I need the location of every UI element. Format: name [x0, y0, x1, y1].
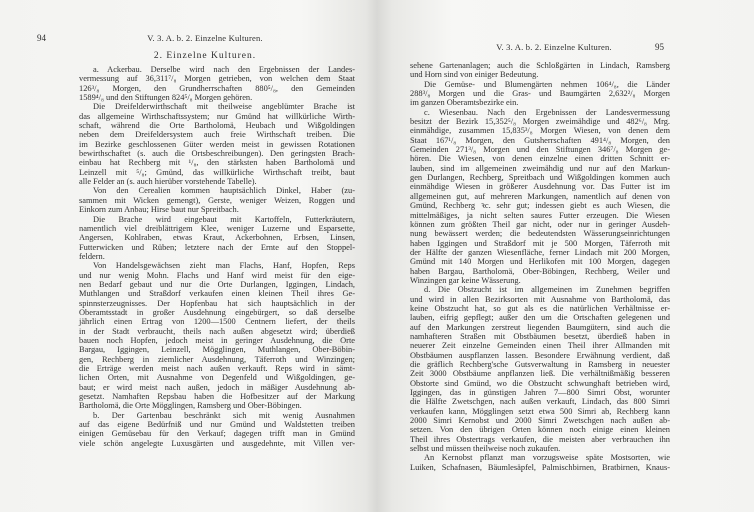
text-line: allgemeinen gut, auf mehreren Markungen, namentlich auf denen von	[410, 191, 670, 201]
right-page	[377, 0, 754, 512]
text-line: einigen Gemüsebau für den Verkauf; dagegen trifft man in Gmünd	[79, 429, 355, 439]
text-line: sammen mit Wicken gemengt), Gerste, weniger Weizen, Roggen und	[79, 195, 355, 205]
text-line: Die Dreifelderwirthschaft mit theilweise angeblümter Brache ist	[93, 102, 355, 112]
text-line: in der Stadt verbraucht, theils nach außen abgesetzt wird; überdieß	[79, 326, 355, 336]
text-line: die Erträge werden meist nach außen verkauft. Reps wird in sämt-	[79, 364, 355, 373]
text-line: Gmünd, Rechberg ꝛc. sehr gut; indessen giebt es auch Wiesen, die	[410, 201, 670, 211]
text-line: gesetzt. Namhaften Repsbau haben die Hofbesitzer auf der Markung	[79, 392, 355, 402]
text-line: sehene Gartenanlagen; auch die Schloßgärten in Lindach, Ramsberg	[410, 61, 670, 70]
text-line: namentlich viel dreiblättrigem Klee, weniger Luzerne und Esparsette,	[79, 223, 355, 233]
text-line: haben Bargau, Bartholomä, Ober-Böbingen, Rechberg, Weiler und	[410, 266, 670, 276]
text-line: auf das eigene Bedürfniß und nur Gmünd und Waldstetten treiben	[79, 420, 355, 430]
text-line: Winzingen gar keine Wässerung.	[410, 275, 521, 285]
right-page-text	[410, 61, 670, 472]
text-line: Theil ihres Obstertrags verkaufen, die meisten aber verbrauchen ihn	[410, 434, 670, 444]
text-line: 126³/₈ Morgen, den Grundherrschaften 880⁵/₈, den Gemeinden	[79, 83, 355, 93]
text-line: besitzt der Bezirk 15,352⁵/₈ Morgen zweimähdige und 482⁶/₈ Mrg.	[410, 117, 670, 127]
text-line: einmähdige, zusammen 15,835³/₈ Morgen Wiesen, von denen dem	[410, 126, 670, 136]
text-line: 1589⁴/₈ und den Stiftungen 824⁵/₈ Morgen gehören.	[79, 93, 253, 103]
text-line: d. Die Obstzucht ist im allgemeinen im Zunehmen begriffen	[424, 285, 670, 295]
text-line: namhafteren Straßen mit Obstbäumen besetzt, überdieß haben in	[410, 331, 670, 341]
page-number: 94	[37, 33, 46, 43]
text-line: jährlich einen Ertrag von 1200—1500 Centnern liefert, der theils	[79, 317, 355, 327]
text-line: Oberamtsstadt in großer Ausdehnung eingebürgert, so daß derselbe	[79, 307, 355, 317]
text-line: setzen. Von den übrigen Orten können noch einige einen kleinen	[410, 425, 670, 435]
text-line: verkaufen kann, Mögglingen setzt etwa 500 Simri ab, Rechberg kann	[410, 406, 670, 416]
text-line: gen Durlangen, Rechberg, Spreitbach und Wißgoldingen kommen auch	[410, 173, 670, 183]
text-line: b. Der Gartenbau beschränkt sich mit wenig Ausnahmen	[93, 410, 355, 420]
text-line: bauen noch Hopfen, jedoch meist in geringer Ausdehnung, die Orte	[79, 335, 355, 345]
section-title: 2. Einzelne Kulturen.	[153, 51, 257, 61]
text-line: die Hälfte Zwetschgen, nach außen verkauft, Lindach, das 800 Simri	[410, 397, 670, 407]
text-line: einmähdige Wiesen in größerer Ausdehnung vor. Das Futter ist im	[410, 182, 670, 192]
text-line: Angersen, Kohlraben, etwas Kraut, Ackerbohnen, Erbsen, Linsen,	[79, 233, 355, 243]
text-line: hören. Die Wiesen, von denen einzelne einen dritten Schnitt er-	[410, 154, 670, 164]
text-line: können zum größten Theil gar nicht, oder nur in geringer Ausdeh-	[410, 219, 670, 229]
text-line: keine Obstzucht hat, so gut als es die natürlichen Verhältnisse er-	[410, 303, 670, 313]
running-head: V. 3. A. b. 2. Einzelne Kulturen.	[496, 42, 612, 52]
text-line: und nur wenig Mohn. Flachs und Hanf wird meist für den eige-	[79, 270, 355, 280]
text-line: 288³/₈ Morgen und die Gras- und Baumgärten 2,632²/₈ Morgen	[410, 89, 670, 99]
text-line: An Kernobst pflanzt man vorzugsweise späte Mostsorten, wie	[424, 453, 670, 463]
left-page-text	[79, 65, 355, 448]
text-line: Futterwicken und Rüben; letztere nach der Ernte auf den Stoppel-	[79, 242, 355, 252]
text-line: lauben, sind im allgemeinen zweimähdig und nur auf den Markun-	[410, 163, 670, 173]
text-line: selbst und müssen theilweise noch zukaufen.	[410, 444, 561, 454]
text-line: Zeit 3000 Obstbäume anpflanzen ließ. Die verhältnißmäßig besseren	[410, 369, 670, 379]
text-line: im Bezirke geschlossenen Güter werden meist in gewissen Rotationen	[79, 139, 355, 149]
text-line: Von Handelsgewächsen zieht man Flachs, Hanf, Hopfen, Reps	[93, 261, 355, 271]
text-line: Die Gemüse- und Blumengärten nehmen 106⁴/₈, die Länder	[424, 79, 670, 89]
text-line: lichen Orten, mit Ausnahme von Degenfeld und Wißgoldingen, ge-	[79, 373, 355, 383]
text-line: c. Wiesenbau. Nach den Ergebnissen der Landesvermessung	[424, 107, 670, 117]
text-line: einbau hat Rechberg mit ¹/₈, den stärksten haben Bartholomä und	[79, 158, 355, 168]
text-line: Gmünd mit 140 Morgen und Herlikofen mit 100 Morgen, dagegen	[410, 257, 670, 267]
text-line: und wird in allen Bezirksorten mit Ausnahme von Bartholomä, das	[410, 294, 670, 304]
text-line: neuerer Zeit einzelne Gemeinden einen Theil ihrer Allmanden mit	[410, 341, 670, 351]
text-line: auf den Markungen zerstreut liegenden Baumgütern, sind auch die	[410, 322, 670, 332]
text-line: Von den Cerealien kommen hauptsächlich Dinkel, Haber (zu-	[93, 186, 355, 196]
text-line: 2000 Simri Kernobst und 2000 Simri Zwetschgen nach außen ab-	[410, 416, 670, 426]
text-line: Die Brache wird eingebaut mit Kartoffeln, Futterkräutern,	[93, 214, 355, 224]
text-line: Leinzell mit ⁵/₈; Gmünd, das willkürliche Wirthschaft treibt, baut	[79, 167, 355, 177]
text-line: nen Bedarf gebaut und nur die Orte Durlangen, Iggingen, Lindach,	[79, 279, 355, 289]
text-line: alle Felder an (s. auch hierüber vorstehende Tabelle).	[79, 177, 257, 187]
text-line: lauben, eifrig gepflegt; außer den um die Ortschaften gelegenen und	[410, 313, 670, 323]
text-line: a. Ackerbau. Derselbe wird nach den Ergebnissen der Landes-	[93, 65, 355, 74]
text-line: gen, Rechberg in ziemlicher Ausdehnung, Täferroth und Winzingen;	[79, 354, 355, 364]
text-line: Iggingen, das in günstigen Jahren 7—800 Simri Obst, worunter	[410, 388, 670, 398]
text-line: mittelmäßiges, ja nicht selten saures Futter erzeugen. Die Wiesen	[410, 210, 670, 220]
text-line: die gräflich Rechberg'sche Gutsverwaltung in Ramsberg in neuester	[410, 360, 670, 369]
text-line: neben dem Dreifeldersystem auch freie Wirthschaft treiben. Die	[79, 130, 355, 140]
text-line: Bartholomä, die Orte Mögglingen, Ramsberg und Ober-Böbingen.	[79, 401, 302, 411]
page-number: 95	[655, 42, 664, 52]
text-line: Luiken, Schafnasen, Bäumlesäpfel, Palmischbirnen, Bratbirnen, Knaus-	[410, 462, 670, 472]
text-line: vermessung auf 36,311⁷/₈ Morgen getrieben, von welchen dem Staat	[79, 74, 355, 84]
text-line: Einkorn zum Anbau; Hirse baut nur Spreitbach.	[79, 205, 239, 215]
text-line: Staat 167¹/₈ Morgen, den Gutsherrschaften 491⁴/₈ Morgen, den	[410, 135, 670, 145]
running-head: V. 3. A. b. 2. Einzelne Kulturen.	[147, 33, 263, 43]
text-line: Obstorte sind Gmünd, wo die Obstzucht schwunghaft betrieben wird,	[410, 378, 670, 388]
text-line: Gemeinden 271³/₈ Morgen und den Stiftungen 346⁷/₈ Morgen ge-	[410, 145, 670, 155]
text-line: viele schön angelegte Luxusgärten und ausgedehnte, mit Villen ver-	[79, 438, 355, 448]
text-line: und Horn sind von einiger Bedeutung.	[410, 70, 539, 80]
text-line: Muthlangen und Straßdorf verkaufen einen kleinen Theil ihres Ge-	[79, 289, 355, 299]
text-line: Obstbäumen auspflanzen lassen. Besondere Erwähnung verdient, daß	[410, 350, 670, 360]
text-line: schaft, während die Orte Bartholomä, Heubach und Wißgoldingen	[79, 121, 355, 131]
text-line: im ganzen Oberamtsbezirke ein.	[410, 98, 519, 108]
text-line: der Hälfte der ganzen Wiesenfläche, ferner Lindach mit 200 Morgen,	[410, 247, 670, 257]
text-line: haben Iggingen und Straßdorf mit je 500 Morgen, Täferroth mit	[410, 238, 670, 248]
text-line: nung bewässert werden; die bedeutendsten Wässerungseinrichtungen	[410, 229, 670, 239]
text-line: baut; er wird meist nach außen, jedoch in mäßiger Ausdehnung ab-	[79, 382, 355, 392]
text-line: Bargau, Iggingen, Leinzell, Mögglingen, Muthlangen, Ober-Böbin-	[79, 345, 355, 355]
text-line: feldern.	[79, 251, 105, 261]
text-line: das allgemeine Wirthschaftssystem; nur Gmünd hat willkürliche Wirth-	[79, 111, 355, 121]
text-line: bewirthschaftet (s. auch die Ortsbeschreibungen). Den geringsten Brach-	[79, 149, 355, 159]
text-line: spinnsterzeugnisses. Der Hopfenbau hat sich hauptsächlich in der	[79, 298, 355, 308]
